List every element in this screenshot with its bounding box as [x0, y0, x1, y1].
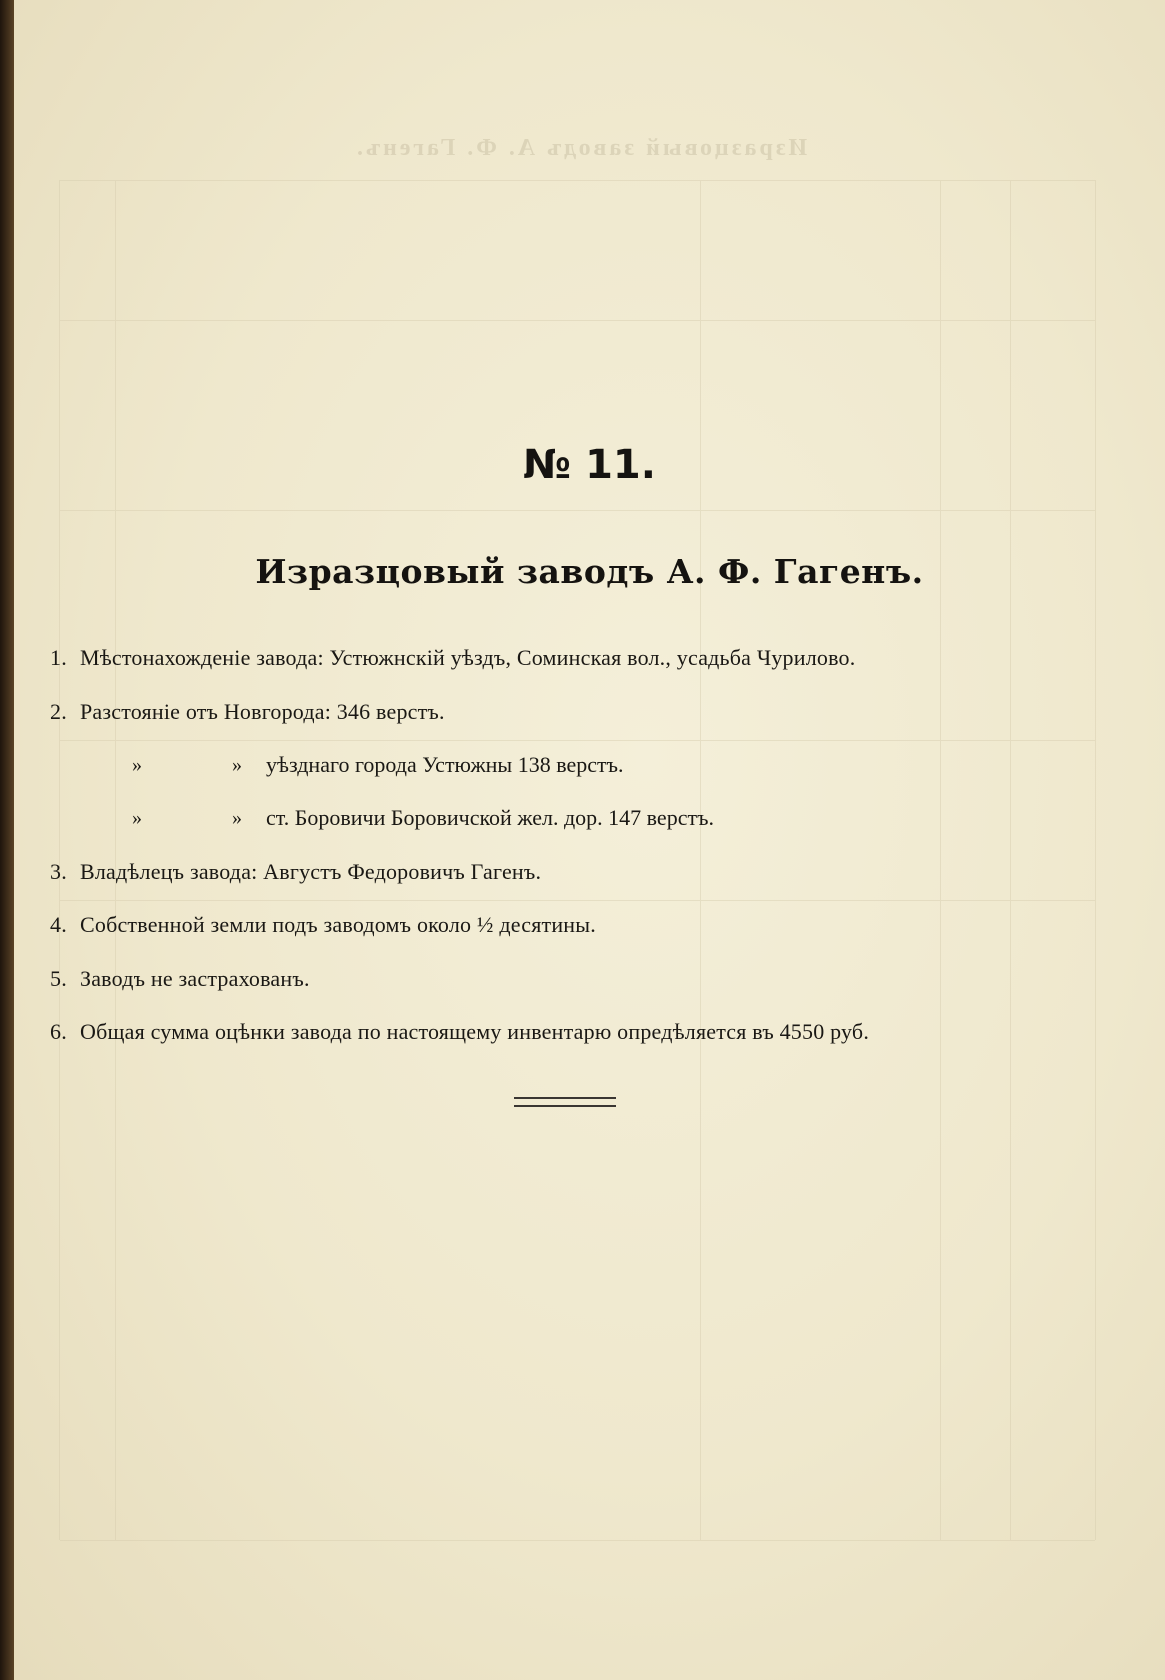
- item-owner: [50, 859, 541, 885]
- item-text: Мѣстонахожденіе завода: Устюжнскій уѣздъ, Соминская вол., усадьба Чурилово.: [80, 645, 856, 670]
- document-title: Изразцовый заводъ А. Ф. Гагенъ.: [255, 552, 924, 591]
- item-text: Владѣлецъ завода: Августъ Федоровичъ Гагенъ.: [80, 859, 542, 884]
- item-number: 5.: [50, 966, 67, 991]
- ditto-mark: »: [132, 807, 142, 829]
- item-number: 1.: [50, 645, 67, 670]
- document-number: № 11.: [523, 442, 656, 488]
- document-page: [14, 0, 1165, 1680]
- distance-ustyuzhna: уѣзднаго города Устюжны 138 верстъ.: [266, 752, 624, 777]
- item-text: Заводъ не застрахованъ.: [80, 966, 310, 991]
- bleed-through-title: Изразцовый заводъ А. Ф. Гагенъ.: [354, 135, 808, 161]
- item-text: Разстояніе отъ Новгорода: 346 верстъ.: [80, 699, 445, 724]
- section-separator: [514, 1097, 616, 1107]
- item-number: 6.: [50, 1019, 67, 1044]
- ditto-mark: »: [232, 754, 242, 776]
- book-spine-shadow: [0, 0, 14, 1680]
- item-text: Общая сумма оцѣнки завода по настоящему инвентарю опредѣляется въ 4550 руб.: [80, 1019, 870, 1044]
- item-valuation: [50, 1019, 869, 1045]
- distance-borovichi: ст. Боровичи Боровичской жел. дор. 147 верстъ.: [266, 805, 714, 830]
- item-number: 4.: [50, 912, 67, 937]
- item-land: [50, 912, 596, 938]
- ditto-mark: »: [132, 754, 142, 776]
- item-text: Собственной земли подъ заводомъ около ½ десятины.: [80, 912, 596, 937]
- item-distance-novgorod: [50, 699, 445, 725]
- ditto-mark: »: [232, 807, 242, 829]
- item-number: 2.: [50, 699, 67, 724]
- item-number: 3.: [50, 859, 67, 884]
- item-insurance: [50, 966, 310, 992]
- item-location: [50, 645, 855, 671]
